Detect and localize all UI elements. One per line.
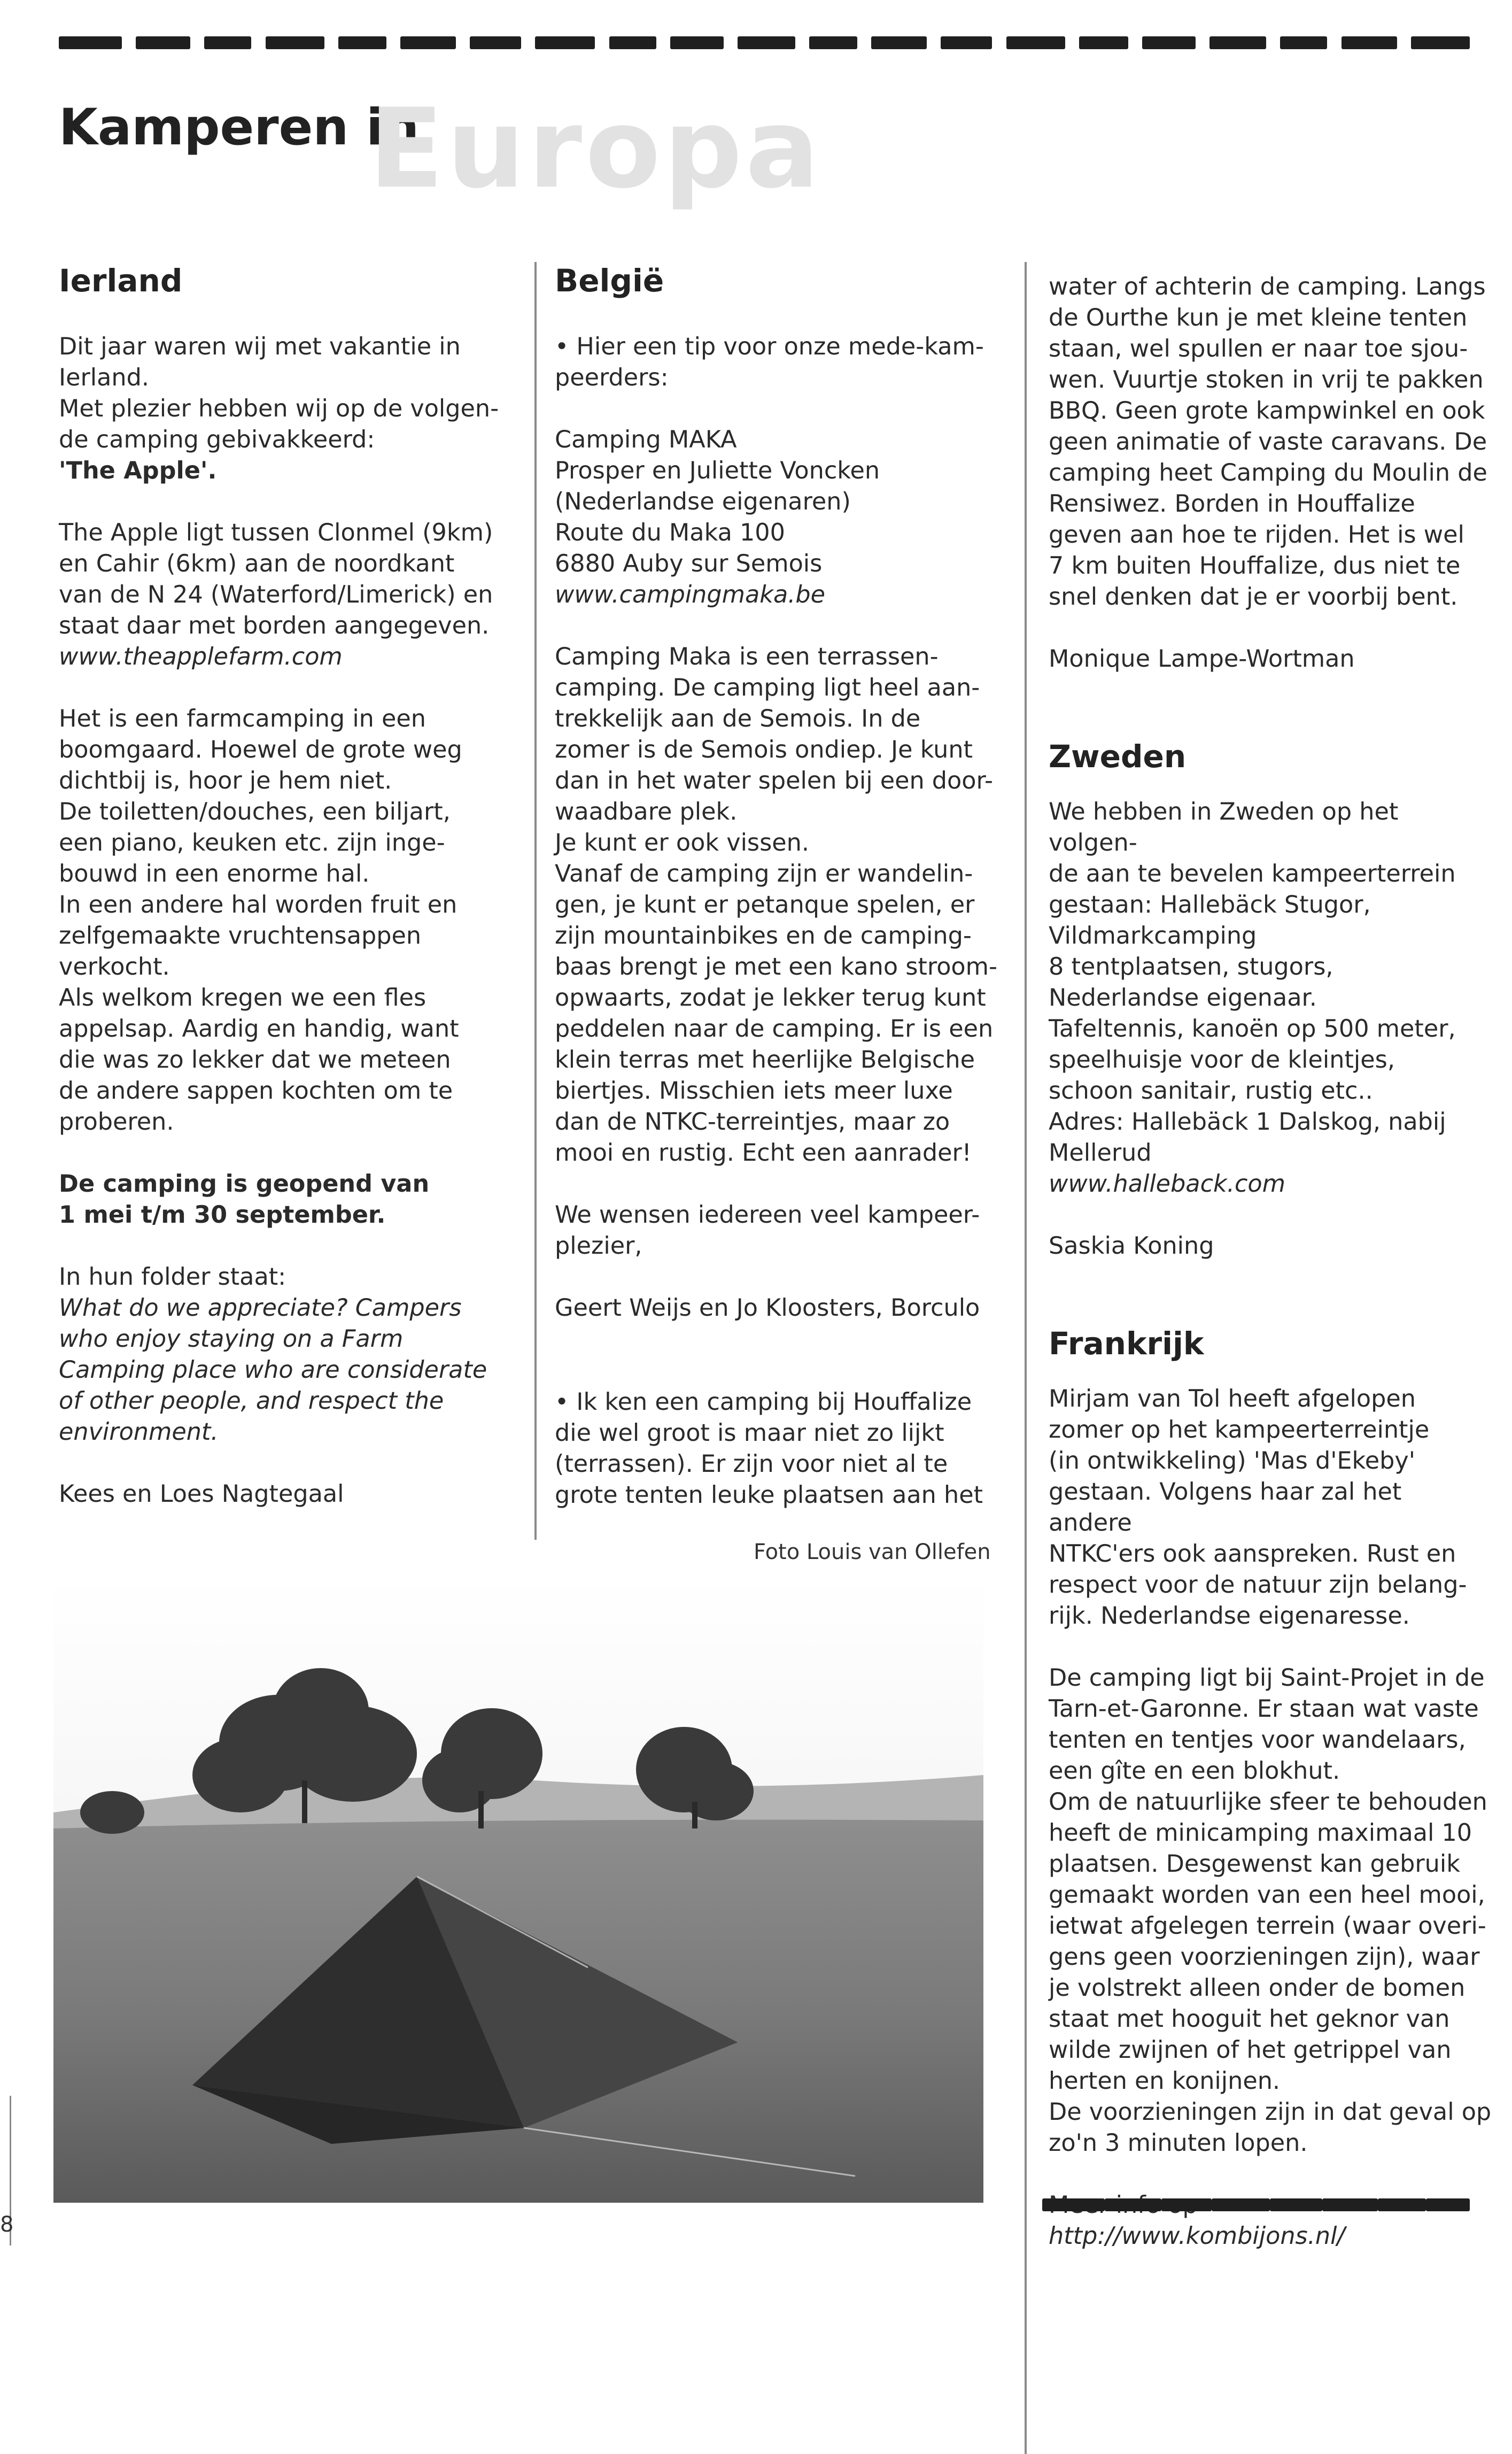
dash-segment xyxy=(670,36,724,49)
text-line: gemaakt worden van een heel mooi, xyxy=(1049,1881,1485,1909)
text-line: zo'n 3 minuten lopen. xyxy=(1049,2129,1308,2157)
dash-segment xyxy=(738,36,795,49)
dash-segment xyxy=(535,36,595,49)
ierland-paragraph-1 xyxy=(59,331,524,487)
page-number: 8 xyxy=(0,2212,14,2237)
text-line: dichtbij is, hoor je hem niet. xyxy=(59,767,392,794)
belgie-paragraph-4-continued xyxy=(1049,272,1492,613)
text-line: staat met hooguit het geknor van xyxy=(1049,2005,1450,2033)
text-line: Mellerud xyxy=(1049,1139,1152,1167)
dash-segment xyxy=(1142,36,1196,49)
column-divider-1 xyxy=(534,262,537,1540)
belgie-paragraph-3 xyxy=(555,1200,1014,1262)
section-heading-ierland: Ierland xyxy=(59,263,183,299)
text-line: (terrassen). Er zijn voor niet al te xyxy=(555,1450,948,1478)
column-ierland xyxy=(59,262,524,1541)
text-line: rijk. Nederlandse eigenaresse. xyxy=(1049,1602,1410,1630)
belgie-paragraph-1 xyxy=(555,331,1014,393)
text-line: Vildmarkcamping xyxy=(1049,922,1257,950)
dash-segment xyxy=(59,36,122,49)
text-line: Ierland. xyxy=(59,364,150,391)
column-belgie xyxy=(555,262,1014,1542)
website-link: http://www.kombijons.nl/ xyxy=(1049,2223,1345,2250)
dash-segment xyxy=(809,36,857,49)
text-line: bouwd in een enorme hal. xyxy=(59,860,370,888)
dash-segment xyxy=(338,36,386,49)
zweden-paragraph-1 xyxy=(1049,797,1492,1200)
text-line: zijn mountainbikes en de camping- xyxy=(555,922,972,950)
dash-segment xyxy=(1042,2198,1105,2211)
text-line: snel denken dat je er voorbij bent. xyxy=(1049,583,1458,611)
belgie-paragraph-2 xyxy=(555,642,1014,1169)
text-line: In hun folder staat: xyxy=(59,1263,286,1291)
text-line: wen. Vuurtje stoken in vrij te pakken xyxy=(1049,366,1484,393)
text-line: (Nederlandse eigenaren) xyxy=(555,488,851,515)
section-heading-belgie: België xyxy=(555,263,664,299)
text-line: dan de NTKC-terreintjes, maar zo xyxy=(555,1108,950,1136)
website-link: www.campingmaka.be xyxy=(555,581,826,608)
camping-photo xyxy=(53,1577,983,2203)
dash-segment xyxy=(400,36,456,49)
signature: Saskia Koning xyxy=(1049,1232,1214,1260)
text-line: staan, wel spullen er naar toe sjou- xyxy=(1049,335,1468,362)
text-line: staat daar met borden aangegeven. xyxy=(59,612,490,639)
text-line: camping. De camping ligt heel aan- xyxy=(555,674,980,701)
text-line: geen animatie of vaste caravans. De xyxy=(1049,428,1487,456)
text-line: Dit jaar waren wij met vakantie in xyxy=(59,333,461,360)
text-line: die was zo lekker dat we meteen xyxy=(59,1046,451,1074)
text-line: ietwat afgelegen terrein (waar overi- xyxy=(1049,1912,1486,1940)
text-line: 1 mei t/m 30 september. xyxy=(59,1201,386,1229)
text-line: Vanaf de camping zijn er wandelin- xyxy=(555,860,973,888)
text-line: Mirjam van Tol heeft afgelopen xyxy=(1049,1385,1416,1413)
text-line: Rensiwez. Borden in Houffalize xyxy=(1049,490,1415,518)
signature: Geert Weijs en Jo Kloosters, Borculo xyxy=(555,1294,980,1322)
belgie-paragraph-4 xyxy=(555,1387,1014,1511)
text-line: The Apple ligt tussen Clonmel (9km) xyxy=(59,519,493,546)
text-line: zomer is de Semois ondiep. Je kunt xyxy=(555,736,973,763)
text-line: • Hier een tip voor onze mede-kam- xyxy=(555,333,984,360)
text-line: 8 tentplaatsen, stugors, xyxy=(1049,953,1333,981)
text-line: klein terras met heerlijke Belgische xyxy=(555,1046,975,1074)
text-line: De voorzieningen zijn in dat geval op xyxy=(1049,2098,1492,2126)
text-line: waadbare plek. xyxy=(555,798,738,825)
text-line: In een andere hal worden fruit en xyxy=(59,891,458,919)
website-link: www.halleback.com xyxy=(1049,1170,1286,1198)
text-line: Het is een farmcamping in een xyxy=(59,705,426,732)
text-line: • Ik ken een camping bij Houffalize xyxy=(555,1388,972,1416)
quote-line: who enjoy staying on a Farm xyxy=(59,1325,404,1353)
quote-line: Camping place who are considerate xyxy=(59,1356,487,1384)
dash-segment xyxy=(266,36,324,49)
text-line: appelsap. Aardig en handig, want xyxy=(59,1015,459,1043)
text-line: gen, je kunt er petanque spelen, er xyxy=(555,891,975,919)
section-heading-frankrijk: Frankrijk xyxy=(1049,1325,1204,1362)
dash-segment xyxy=(1212,2198,1270,2211)
signature: Monique Lampe-Wortman xyxy=(1049,645,1355,673)
text-line: Met plezier hebben wij op de volgen- xyxy=(59,395,499,422)
text-line: wilde zwijnen of het getrippel van xyxy=(1049,2036,1452,2064)
text-line: We hebben in Zweden op het volgen- xyxy=(1049,798,1399,856)
text-line: Als welkom kregen we een fles xyxy=(59,984,427,1012)
text-line: je volstrekt alleen onder de bomen xyxy=(1049,1974,1466,2002)
text-line: baas brengt je met een kano stroom- xyxy=(555,953,998,981)
text-line: speelhuisje voor de kleintjes, xyxy=(1049,1046,1395,1074)
text-line: opwaarts, zodat je lekker terug kunt xyxy=(555,984,986,1012)
text-line: verkocht. xyxy=(59,953,170,981)
text-line: 7 km buiten Houffalize, dus niet te xyxy=(1049,552,1461,580)
dash-segment xyxy=(941,36,992,49)
text-line: plaatsen. Desgewenst kan gebruik xyxy=(1049,1850,1460,1878)
column-divider-2 xyxy=(1025,262,1027,2454)
dash-segment xyxy=(1322,2198,1378,2211)
folder-quote xyxy=(59,1262,524,1448)
text-line: De camping ligt bij Saint-Projet in de xyxy=(1049,1664,1485,1692)
text-line: camping heet Camping du Moulin de xyxy=(1049,459,1487,487)
text-line: De camping is geopend van xyxy=(59,1170,430,1198)
text-line: zelfgemaakte vruchtensappen xyxy=(59,922,422,950)
text-line: geven aan hoe te rijden. Het is wel xyxy=(1049,521,1464,549)
text-line: gestaan. Volgens haar zal het andere xyxy=(1049,1478,1402,1537)
camping-name: 'The Apple'. xyxy=(59,457,217,484)
dash-segment xyxy=(1209,36,1266,49)
text-line: Route du Maka 100 xyxy=(555,519,785,546)
text-line: plezier, xyxy=(555,1232,642,1260)
dash-segment xyxy=(1342,36,1397,49)
ierland-paragraph-3 xyxy=(59,704,524,1138)
camping-address xyxy=(555,425,1014,611)
dash-segment xyxy=(1280,36,1327,49)
ierland-paragraph-2 xyxy=(59,518,524,673)
text-line: en Cahir (6km) aan de noordkant xyxy=(59,550,455,577)
text-line: dan in het water spelen bij een door- xyxy=(555,767,994,794)
text-line: een piano, keuken etc. zijn inge- xyxy=(59,829,445,856)
text-line: NTKC'ers ook aanspreken. Rust en xyxy=(1049,1540,1456,1568)
text-line: De toiletten/douches, een biljart, xyxy=(59,798,451,825)
text-line: de andere sappen kochten om te xyxy=(59,1077,453,1105)
text-line: die wel groot is maar niet zo lijkt xyxy=(555,1419,944,1447)
text-line: Camping MAKA xyxy=(555,426,737,453)
text-line: biertjes. Misschien iets meer luxe xyxy=(555,1077,953,1105)
text-line: een gîte en een blokhut. xyxy=(1049,1757,1340,1785)
quote-line: What do we appreciate? Campers xyxy=(59,1294,462,1322)
text-line: schoon sanitair, rustig etc.. xyxy=(1049,1077,1373,1105)
frankrijk-paragraph-2 xyxy=(1049,1663,1492,2159)
text-line: BBQ. Geen grote kampwinkel en ook xyxy=(1049,397,1485,425)
dash-segment xyxy=(1426,2198,1470,2211)
text-line: respect voor de natuur zijn belang- xyxy=(1049,1571,1467,1599)
dash-segment xyxy=(1411,36,1470,49)
photo-credit: Foto Louis van Ollefen xyxy=(754,1540,991,1564)
dash-segment xyxy=(609,36,656,49)
text-line: van de N 24 (Waterford/Limerick) en xyxy=(59,581,493,608)
text-line: Je kunt er ook vissen. xyxy=(555,829,810,856)
text-line: peddelen naar de camping. Er is een xyxy=(555,1015,994,1043)
dash-segment xyxy=(204,36,251,49)
text-line: zomer op het kampeerterreintje xyxy=(1049,1416,1430,1444)
text-line: gens geen voorzieningen zijn), waar xyxy=(1049,1943,1480,1971)
opening-dates xyxy=(59,1169,524,1231)
dash-segment xyxy=(1161,2198,1212,2211)
text-line: (in ontwikkeling) 'Mas d'Ekeby' xyxy=(1049,1447,1415,1475)
website-link: www.theapplefarm.com xyxy=(59,643,343,670)
text-line: herten en konijnen. xyxy=(1049,2067,1281,2095)
dash-segment xyxy=(1006,36,1065,49)
text-line: de Ourthe kun je met kleine tenten xyxy=(1049,304,1468,331)
text-line: 6880 Auby sur Semois xyxy=(555,550,823,577)
text-line: gestaan: Hallebäck Stugor, xyxy=(1049,891,1371,919)
dash-segment xyxy=(1270,2198,1322,2211)
dash-segment xyxy=(871,36,927,49)
text-line: peerders: xyxy=(555,364,669,391)
text-line: We wensen iedereen veel kampeer- xyxy=(555,1201,980,1229)
text-line: Adres: Hallebäck 1 Dalskog, nabij xyxy=(1049,1108,1446,1136)
column-right xyxy=(1049,272,1492,2283)
title-part-1: Kamperen in xyxy=(59,98,420,157)
text-line: Tafeltennis, kanoën op 500 meter, xyxy=(1049,1015,1456,1043)
text-line: tenten en tentjes voor wandelaars, xyxy=(1049,1726,1466,1754)
text-line: de aan te bevelen kampeerterrein xyxy=(1049,860,1456,888)
dash-segment xyxy=(136,36,190,49)
frankrijk-paragraph-1 xyxy=(1049,1384,1492,1632)
text-line: boomgaard. Hoewel de grote weg xyxy=(59,736,462,763)
quote-line: environment. xyxy=(59,1418,219,1446)
text-line: mooi en rustig. Echt een aanrader! xyxy=(555,1139,972,1167)
section-heading-zweden: Zweden xyxy=(1049,738,1187,775)
text-line: grote tenten leuke plaatsen aan het xyxy=(555,1481,983,1509)
text-line: proberen. xyxy=(59,1108,174,1136)
text-line: Camping Maka is een terrassen- xyxy=(555,643,939,670)
dash-segment xyxy=(1105,2198,1161,2211)
dash-segment xyxy=(1378,2198,1426,2211)
quote-line: of other people, and respect the xyxy=(59,1387,444,1415)
text-line: Tarn-et-Garonne. Er staan wat vaste xyxy=(1049,1695,1479,1723)
dash-segment xyxy=(1079,36,1128,49)
text-line: Om de natuurlijke sfeer te behouden xyxy=(1049,1788,1487,1816)
signature: Kees en Loes Nagtegaal xyxy=(59,1480,344,1508)
text-line: de camping gebivakkeerd: xyxy=(59,426,375,453)
dash-segment xyxy=(470,36,521,49)
header-dash-rule xyxy=(59,36,1470,49)
text-line: heeft de minicamping maximaal 10 xyxy=(1049,1819,1472,1847)
text-line: Prosper en Juliette Voncken xyxy=(555,457,880,484)
text-line: trekkelijk aan de Semois. In de xyxy=(555,705,921,732)
text-line: Nederlandse eigenaar. xyxy=(1049,984,1317,1012)
text-line: water of achterin de camping. Langs xyxy=(1049,273,1486,300)
title-part-2: Europa xyxy=(369,86,823,213)
footer-dash-rule xyxy=(1042,2198,1470,2211)
